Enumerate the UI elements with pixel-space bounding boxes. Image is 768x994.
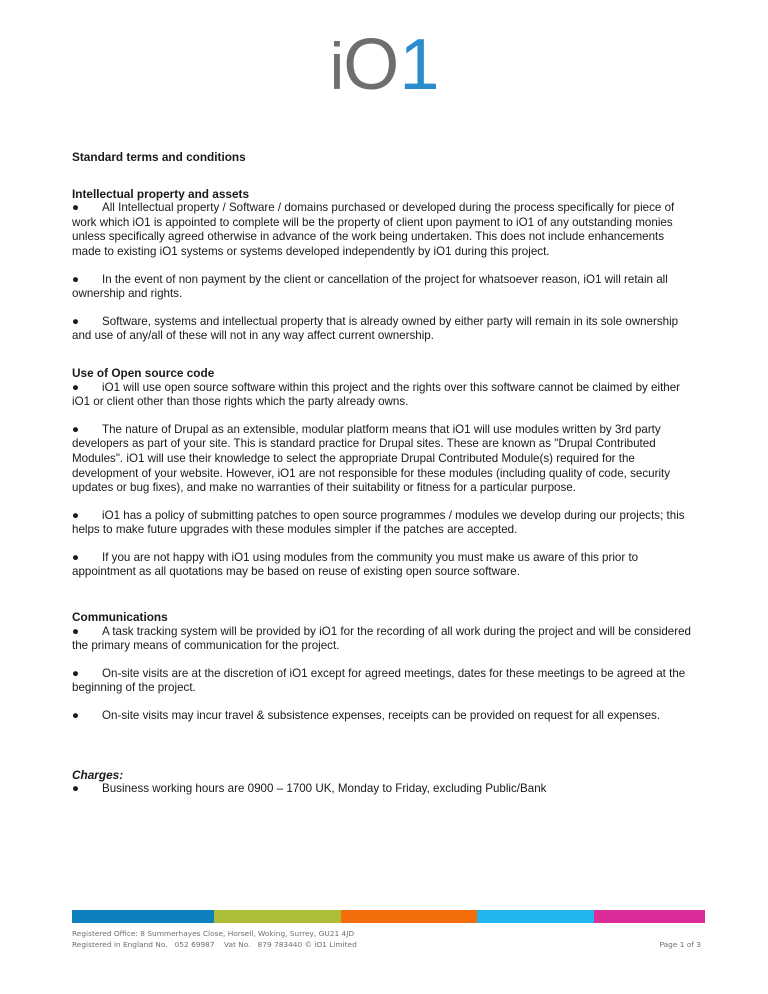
list-item-text: Software, systems and intellectual property that is already owned by either party will remain in its sole ownership and use of any/all of these will not in any way affect current ownership. bbox=[72, 314, 679, 343]
document-logo-header bbox=[0, 0, 768, 130]
bullet-icon: ● bbox=[72, 314, 80, 328]
list-item-text: Business working hours are 0900 – 1700 UK, Monday to Friday, excluding Public/Bank bbox=[102, 782, 547, 796]
list-item bbox=[72, 709, 696, 724]
bullet-icon: ● bbox=[72, 666, 80, 680]
footer-color-bar-magenta bbox=[594, 910, 705, 923]
section-heading-charges: Charges: bbox=[72, 767, 124, 782]
footer-registration-details: Registered in England No. 052 69987 Vat No. 879 783440 © iO1 Limited bbox=[72, 939, 357, 949]
list-item-text: On-site visits may incur travel & subsistence expenses, receipts can be provided on request for all expenses. bbox=[102, 709, 661, 723]
list-item-text: If you are not happy with iO1 using modules from the community you must make us aware of this prior to appointment as all quotations may be based on reuse of existing open source software. bbox=[72, 550, 639, 579]
bullet-icon: ● bbox=[72, 272, 80, 286]
logo-digit-one: 1 bbox=[399, 25, 439, 105]
footer-page-number: Page 1 of 3 bbox=[659, 939, 701, 949]
list-item bbox=[72, 315, 696, 344]
section-heading-communications: Communications bbox=[72, 610, 168, 625]
bullet-icon: ● bbox=[72, 422, 80, 436]
list-item bbox=[72, 273, 696, 302]
logo-letter-i: i bbox=[329, 29, 344, 103]
list-item-text: On-site visits are at the discretion of iO1 except for agreed meetings, dates for these meetings to be agreed at the beginning of the project. bbox=[72, 666, 686, 695]
page-title: Standard terms and conditions bbox=[72, 150, 246, 164]
section-heading-intellectual-property: Intellectual property and assets bbox=[72, 186, 250, 201]
list-item bbox=[72, 509, 696, 538]
bullet-list-open-source bbox=[72, 381, 696, 581]
bullet-icon: ● bbox=[72, 201, 80, 215]
io1-logo bbox=[329, 25, 439, 105]
bullet-icon: ● bbox=[72, 782, 80, 796]
list-item-text: A task tracking system will be provided by iO1 for the recording of all work during the project and will be considered the primary means of communication for the project. bbox=[72, 624, 691, 653]
footer-color-bar-blue bbox=[72, 910, 214, 923]
bullet-list-charges bbox=[72, 782, 696, 797]
list-item-text: iO1 has a policy of submitting patches to open source programmes / modules we develop during our projects; this helps to make future upgrades with these modules simpler if the patches are accepted. bbox=[72, 508, 685, 537]
list-item bbox=[72, 667, 696, 696]
footer-color-bar-cyan bbox=[477, 910, 594, 923]
bullet-list-communications bbox=[72, 625, 696, 724]
bullet-icon: ● bbox=[72, 550, 80, 564]
list-item bbox=[72, 423, 696, 496]
bullet-icon: ● bbox=[72, 508, 80, 522]
section-heading-open-source: Use of Open source code bbox=[72, 365, 215, 380]
footer-color-bar bbox=[72, 910, 705, 923]
footer-color-bar-orange bbox=[341, 910, 477, 923]
document-body bbox=[72, 150, 696, 797]
logo-letter-o: O bbox=[343, 25, 399, 105]
list-item bbox=[72, 625, 696, 654]
bullet-list-intellectual-property bbox=[72, 201, 696, 344]
list-item bbox=[72, 201, 696, 259]
footer-registered-office: Registered Office: 8 Summerhayes Close, Horsell, Woking, Surrey, GU21 4JD bbox=[72, 929, 355, 938]
list-item bbox=[72, 782, 696, 797]
list-item-text: All Intellectual property / Software / domains purchased or developed during the process specifically for piece of work which iO1 is appointed to complete will be the property of client upon payment to iO1 of any outstanding monies unless specifically agreed otherwise in advance of the work being undertaken. This does not include enhancements made to existing iO1 systems or systems developed independently by iO1 during this project. bbox=[72, 201, 675, 258]
list-item-text: In the event of non payment by the client or cancellation of the project for whatsoever reason, iO1 will retain all ownership and rights. bbox=[72, 272, 668, 301]
list-item-text: The nature of Drupal as an extensible, modular platform means that iO1 will use modules written by 3rd party developers as part of your site. This is standard practice for Drupal sites. These are known as "Drupal Contributed Modules". iO1 will use their knowledge to select the appropriate Drupal Contributed Module(s) required for the development of your website. However, iO1 are not responsible for these modules (including quality of code, security updates or bug fixes), and make no warranties of their suitability or fitness for a particular purpose. bbox=[72, 422, 671, 495]
page-footer bbox=[72, 910, 705, 950]
footer-text-block bbox=[72, 929, 705, 950]
footer-color-bar-olive-green bbox=[214, 910, 341, 923]
bullet-icon: ● bbox=[72, 624, 80, 638]
list-item bbox=[72, 551, 696, 580]
bullet-icon: ● bbox=[72, 380, 80, 394]
list-item bbox=[72, 381, 696, 410]
bullet-icon: ● bbox=[72, 709, 80, 723]
list-item-text: iO1 will use open source software within this project and the rights over this software cannot be claimed by either iO1 or client other than those rights which the party already owns. bbox=[72, 380, 681, 409]
